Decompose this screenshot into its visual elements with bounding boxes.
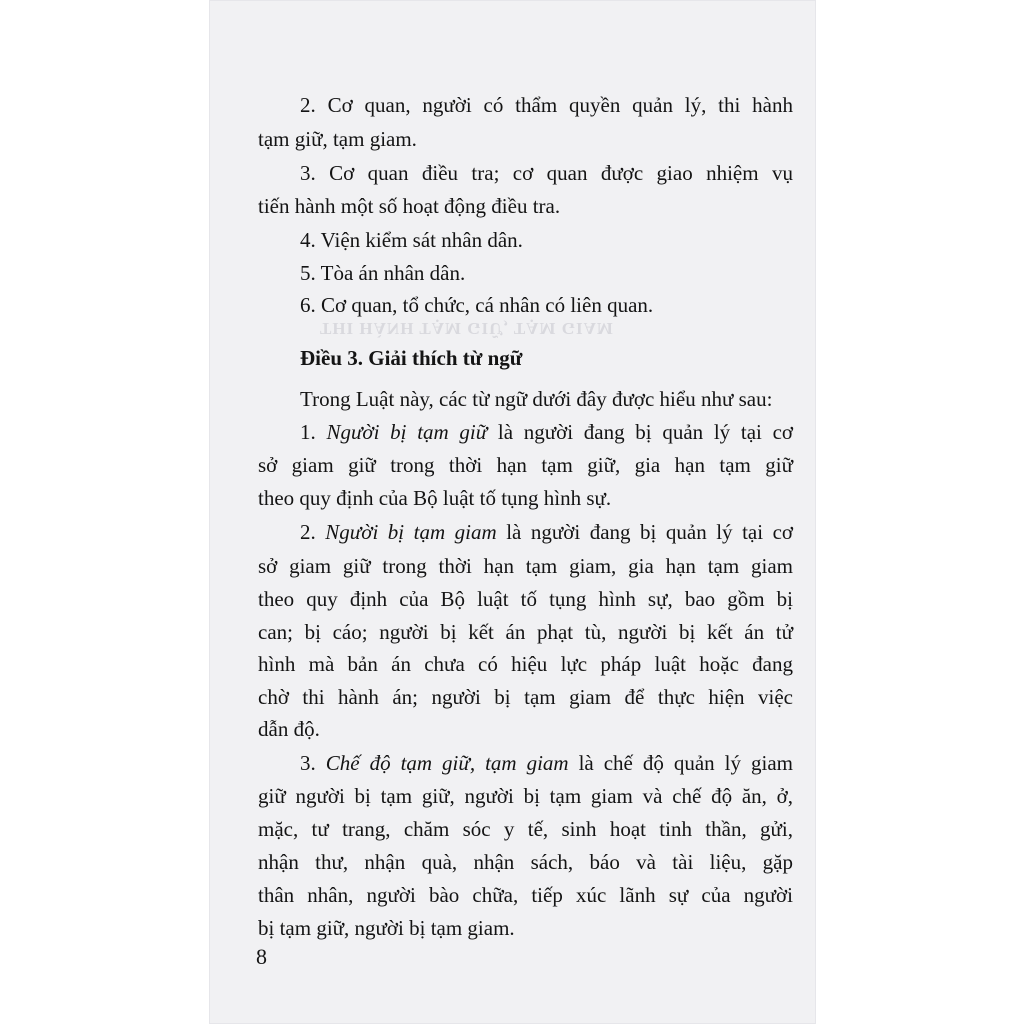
list-item-6: 6. Cơ quan, tổ chức, cá nhân có liên quan. [300,293,654,317]
list-item-5: 5. Tòa án nhân dân. [300,261,466,285]
bleed-through-heading: THI HÀNH TẠM GIỮ, TẠM GIAM [320,319,614,338]
list-item-3-line-2: tiến hành một số hoạt động điều tra. [258,194,561,218]
definition-3-line-3: mặc, tư trang, chăm sóc y tế, sinh hoạt tinh thần, gửi, [258,817,793,841]
definition-2-line-4: can; bị cáo; người bị kết án phạt tù, người bị kết án tử [258,620,793,644]
definition-3-line-2: giữ người bị tạm giữ, người bị tạm giam và chế độ ăn, ở, [258,784,793,808]
definition-1-term: Người bị tạm giữ [326,420,488,444]
list-item-4: 4. Viện kiểm sát nhân dân. [300,228,523,252]
intro-paragraph: Trong Luật này, các từ ngữ dưới đây được hiểu như sau: [300,387,773,411]
definition-2-line-5: hình mà bản án chưa có hiệu lực pháp luật hoặc đang [258,652,793,676]
article-heading: Điều 3. Giải thích từ ngữ [300,346,523,370]
definition-3-line-5: thân nhân, người bào chữa, tiếp xúc lãnh sự của người [258,883,793,907]
definition-2-line-3: theo quy định của Bộ luật tố tụng hình sự, bao gồm bị [258,587,793,611]
list-item-3-line-1: 3. Cơ quan điều tra; cơ quan được giao nhiệm vụ [300,161,793,185]
definition-2-line-6: chờ thi hành án; người bị tạm giam để thực hiện việc [258,685,793,709]
definition-3-term: Chế độ tạm giữ, tạm giam [325,751,569,775]
page-number: 8 [256,944,267,969]
definition-2-line-2: sở giam giữ trong thời hạn tạm giam, gia hạn tạm giam [258,554,793,578]
definition-1-line-1: 1. Người bị tạm giữ là người đang bị quản lý tại cơ [300,420,794,444]
list-item-2-line-1: 2. Cơ quan, người có thẩm quyền quản lý, thi hành [300,93,793,117]
definition-3-line-4: nhận thư, nhận quà, nhận sách, báo và tài liệu, gặp [258,850,793,874]
definition-2-line-7: dẫn độ. [258,717,320,741]
definition-3-line-6: bị tạm giữ, người bị tạm giam. [258,916,515,940]
definition-2-line-1: 2. Người bị tạm giam là người đang bị quản lý tại cơ [300,520,794,544]
definition-1-line-3: theo quy định của Bộ luật tố tụng hình sự. [258,486,612,510]
definition-1-line-2: sở giam giữ trong thời hạn tạm giữ, gia hạn tạm giữ [258,453,793,477]
list-item-2-line-2: tạm giữ, tạm giam. [258,127,417,151]
definition-2-term: Người bị tạm giam [325,520,497,544]
definition-3-line-1: 3. Chế độ tạm giữ, tạm giam là chế độ quản lý giam [300,751,793,775]
